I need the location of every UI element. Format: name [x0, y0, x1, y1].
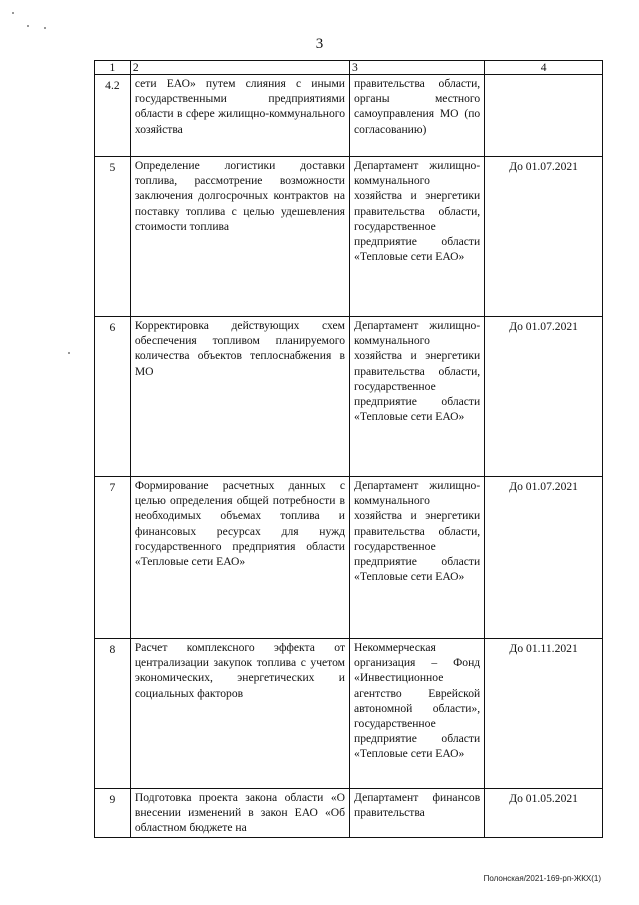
document-reference: Полонская/2021-169-рп-ЖКХ(1): [483, 874, 601, 883]
row-number: 8: [95, 639, 131, 789]
responsible-cell: Департамент жилищно-коммунального хозяйства и энергетики правительства области, государственное предприятие области «Тепловые сети ЕАО»: [350, 317, 485, 477]
deadline-cell: До 01.05.2021: [485, 789, 603, 838]
scan-speck: [12, 12, 14, 14]
deadline-cell: До 01.07.2021: [485, 317, 603, 477]
table-row: [95, 477, 603, 639]
column-header: 1: [95, 61, 131, 75]
activity-cell: сети ЕАО» путем слияния с иными государственными предприятиями области в сфере жилищно-коммунального хозяйства: [130, 75, 349, 157]
activity-cell: Корректировка действующих схем обеспечения топливом планируемого количества объектов теплоснабжения в МО: [130, 317, 349, 477]
table-row: [95, 639, 603, 789]
table-row: [95, 789, 603, 838]
deadline-cell: До 01.07.2021: [485, 477, 603, 639]
scan-speck: [68, 352, 70, 354]
activity-cell: Определение логистики доставки топлива, рассмотрение возможности заключения долгосрочных контрактов на поставку топлива с целью удешевления стоимости топлива: [130, 157, 349, 317]
scan-speck: [44, 27, 46, 29]
responsible-cell: Департамент финансов правительства: [350, 789, 485, 838]
column-header: 2: [130, 61, 349, 75]
activity-cell: Расчет комплексного эффекта от централизации закупок топлива с учетом экономических, энергетических и социальных факторов: [130, 639, 349, 789]
responsible-cell: Департамент жилищно-коммунального хозяйства и энергетики правительства области, государственное предприятие области «Тепловые сети ЕАО»: [350, 157, 485, 317]
row-number: 7: [95, 477, 131, 639]
table-row: [95, 75, 603, 157]
scan-speck: [27, 25, 29, 27]
row-number: 5: [95, 157, 131, 317]
deadline-cell: До 01.07.2021: [485, 157, 603, 317]
responsible-cell: Некоммерческая организация – Фонд «Инвестиционное агентство Еврейской автономной области», государственное предприятие области «Тепловые сети ЕАО»: [350, 639, 485, 789]
row-number: 9: [95, 789, 131, 838]
activity-cell: Формирование расчетных данных с целью определения общей потребности в необходимых объемах топлива и финансовых ресурсах для нужд государственного предприятия области «Тепловые сети ЕАО»: [130, 477, 349, 639]
deadline-cell: [485, 75, 603, 157]
plan-table: [94, 60, 603, 838]
column-header: 3: [350, 61, 485, 75]
row-number: 4.2: [95, 75, 131, 157]
activity-cell: Подготовка проекта закона области «О внесении изменений в закон ЕАО «Об областном бюджете на: [130, 789, 349, 838]
table-header-row: [95, 61, 603, 75]
table-row: [95, 317, 603, 477]
responsible-cell: Департамент жилищно-коммунального хозяйства и энергетики правительства области, государственное предприятие области «Тепловые сети ЕАО»: [350, 477, 485, 639]
responsible-cell: правительства области, органы местного самоуправления МО (по согласованию): [350, 75, 485, 157]
column-header: 4: [485, 61, 603, 75]
row-number: 6: [95, 317, 131, 477]
table-row: [95, 157, 603, 317]
deadline-cell: До 01.11.2021: [485, 639, 603, 789]
page-number: 3: [315, 36, 324, 52]
